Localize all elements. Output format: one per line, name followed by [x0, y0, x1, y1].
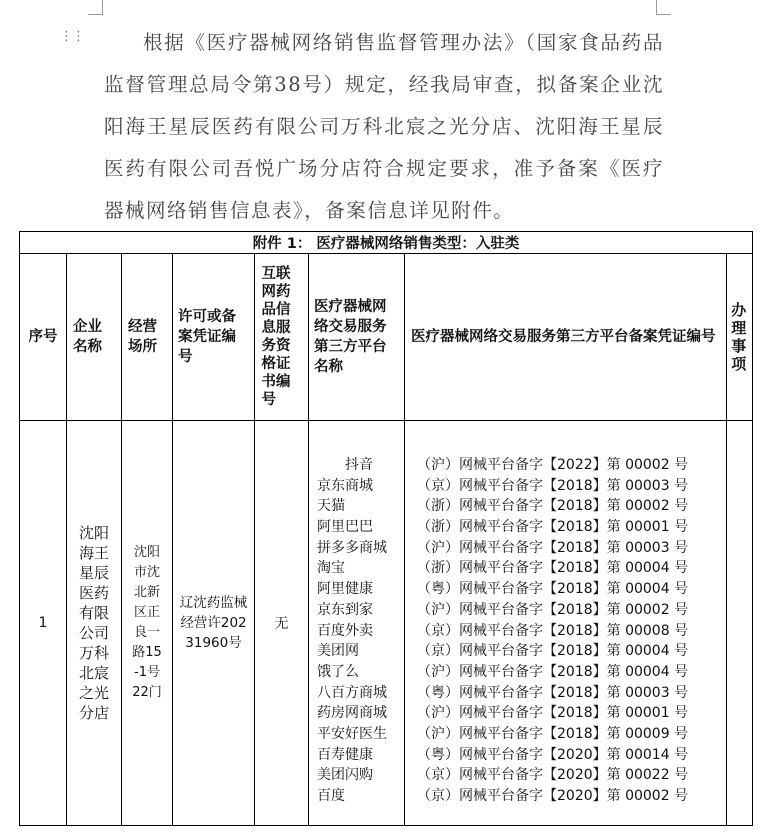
- body-paragraph: 根据《医疗器械网络销售监督管理办法》（国家食品药品监督管理总局令第38号）规定，经我局审查，拟备案企业沈阳海王星辰医药有限公司万科北宸之光分店、沈阳海王星辰医药有限公司吾悦广场分店符合规定要求，准予备案《医疗器械网络销售信息表》，备案信息详见附件。: [104, 31, 664, 222]
- platform-cert-number: （沪）网械平台备字【2018】第 00001 号: [417, 705, 689, 722]
- cell-platforms: [309, 421, 405, 826]
- cell-internet-cert: 无: [255, 421, 309, 826]
- header-license-label: 许可或备案凭证编号: [178, 309, 236, 365]
- table-caption: 附件 1： 医疗器械网络销售类型：入驻类: [20, 232, 753, 254]
- header-platform-label: 医疗器械网络交易服务第三方平台名称: [314, 299, 387, 375]
- cell-company: [67, 421, 122, 826]
- header-platform: [309, 254, 405, 421]
- platform-name: 药房网商城: [317, 705, 387, 722]
- page-corner-top-left: [88, 0, 103, 15]
- cell-platform-certs: [405, 421, 727, 826]
- page-corner-top-right: [656, 0, 671, 15]
- platform-name: 阿里巴巴: [317, 519, 373, 536]
- header-location-label: 经营场所: [128, 319, 157, 355]
- platform-cert-number: （京）网械平台备字【2018】第 00004 号: [417, 643, 689, 660]
- platform-cert-number: （京）网械平台备字【2020】第 00022 号: [417, 767, 689, 784]
- platform-name: 美团闪购: [317, 767, 373, 784]
- header-action-label: 办理事项: [731, 301, 747, 373]
- platform-cert-number: （沪）网械平台备字【2018】第 00009 号: [417, 725, 689, 742]
- cell-action: [727, 421, 753, 826]
- platform-name: 饿了么: [317, 663, 359, 680]
- platform-name: 淘宝: [317, 560, 345, 577]
- platform-name: 抖音: [345, 457, 373, 473]
- header-internet-cert: [255, 254, 309, 421]
- cell-license-text: 辽沈药监械经营许20231960号: [179, 595, 248, 651]
- platform-cert-number: （浙）网械平台备字【2018】第 00001 号: [417, 519, 689, 536]
- platform-list: [309, 421, 404, 823]
- platform-name: 京东商城: [317, 477, 373, 494]
- platform-cert-number: （沪）网械平台备字【2018】第 00002 号: [417, 601, 689, 618]
- platform-cert-number: （沪）网械平台备字【2022】第 00002 号: [417, 457, 689, 473]
- platform-name: 阿里健康: [317, 581, 373, 598]
- cell-seq: 1: [20, 421, 67, 826]
- header-company-label: 企业名称: [73, 319, 102, 355]
- drag-handle-icon[interactable]: ⋮⋮: [60, 29, 84, 44]
- header-seq: 序号: [20, 254, 67, 421]
- platform-cert-number: （粤）网械平台备字【2018】第 00004 号: [417, 581, 689, 598]
- cell-license: [173, 421, 255, 826]
- header-location: [122, 254, 173, 421]
- header-company: [67, 254, 122, 421]
- cell-company-text: 沈阳海王星辰医药有限公司万科北宸之光分店: [78, 524, 109, 722]
- sales-info-table: [19, 231, 753, 826]
- platform-name: 百度: [317, 788, 345, 804]
- platform-cert-number: （沪）网械平台备字【2018】第 00004 号: [417, 663, 689, 680]
- table-header-row: [20, 254, 753, 421]
- platform-name: 天猫: [317, 498, 345, 515]
- header-license: [173, 254, 255, 421]
- platform-cert-number: （粤）网械平台备字【2018】第 00003 号: [417, 684, 689, 701]
- platform-name: 百寿健康: [317, 746, 373, 763]
- header-internet-cert-label: 互联网药品信息服务资格证书编号: [261, 266, 291, 408]
- platform-cert-number: （京）网械平台备字【2020】第 00002 号: [417, 788, 689, 804]
- platform-name: 拼多多商城: [317, 539, 387, 556]
- platform-cert-number: （京）网械平台备字【2018】第 00008 号: [417, 622, 689, 639]
- platform-cert-number: （沪）网械平台备字【2018】第 00003 号: [417, 539, 689, 556]
- platform-name: 美团网: [317, 643, 359, 660]
- table-row: [20, 421, 753, 826]
- platform-cert-list: [405, 421, 726, 823]
- cell-location-text: 沈阳市沈北新区正良一路15-1号22门: [132, 545, 162, 700]
- platform-name: 百度外卖: [317, 622, 373, 639]
- platform-name: 八百方商城: [317, 684, 387, 701]
- platform-name: 京东到家: [317, 601, 373, 618]
- platform-cert-number: （粤）网械平台备字【2020】第 00014 号: [417, 746, 689, 763]
- header-platform-cert-label: 医疗器械网络交易服务第三方平台备案凭证编号: [411, 329, 716, 345]
- cell-location: [122, 421, 173, 826]
- header-platform-cert: [405, 254, 727, 421]
- platform-cert-number: （浙）网械平台备字【2018】第 00002 号: [417, 498, 689, 515]
- platform-name: 平安好医生: [317, 725, 387, 742]
- header-action: [727, 254, 753, 421]
- platform-cert-number: （京）网械平台备字【2018】第 00003 号: [417, 477, 689, 494]
- platform-cert-number: （浙）网械平台备字【2018】第 00004 号: [417, 560, 689, 577]
